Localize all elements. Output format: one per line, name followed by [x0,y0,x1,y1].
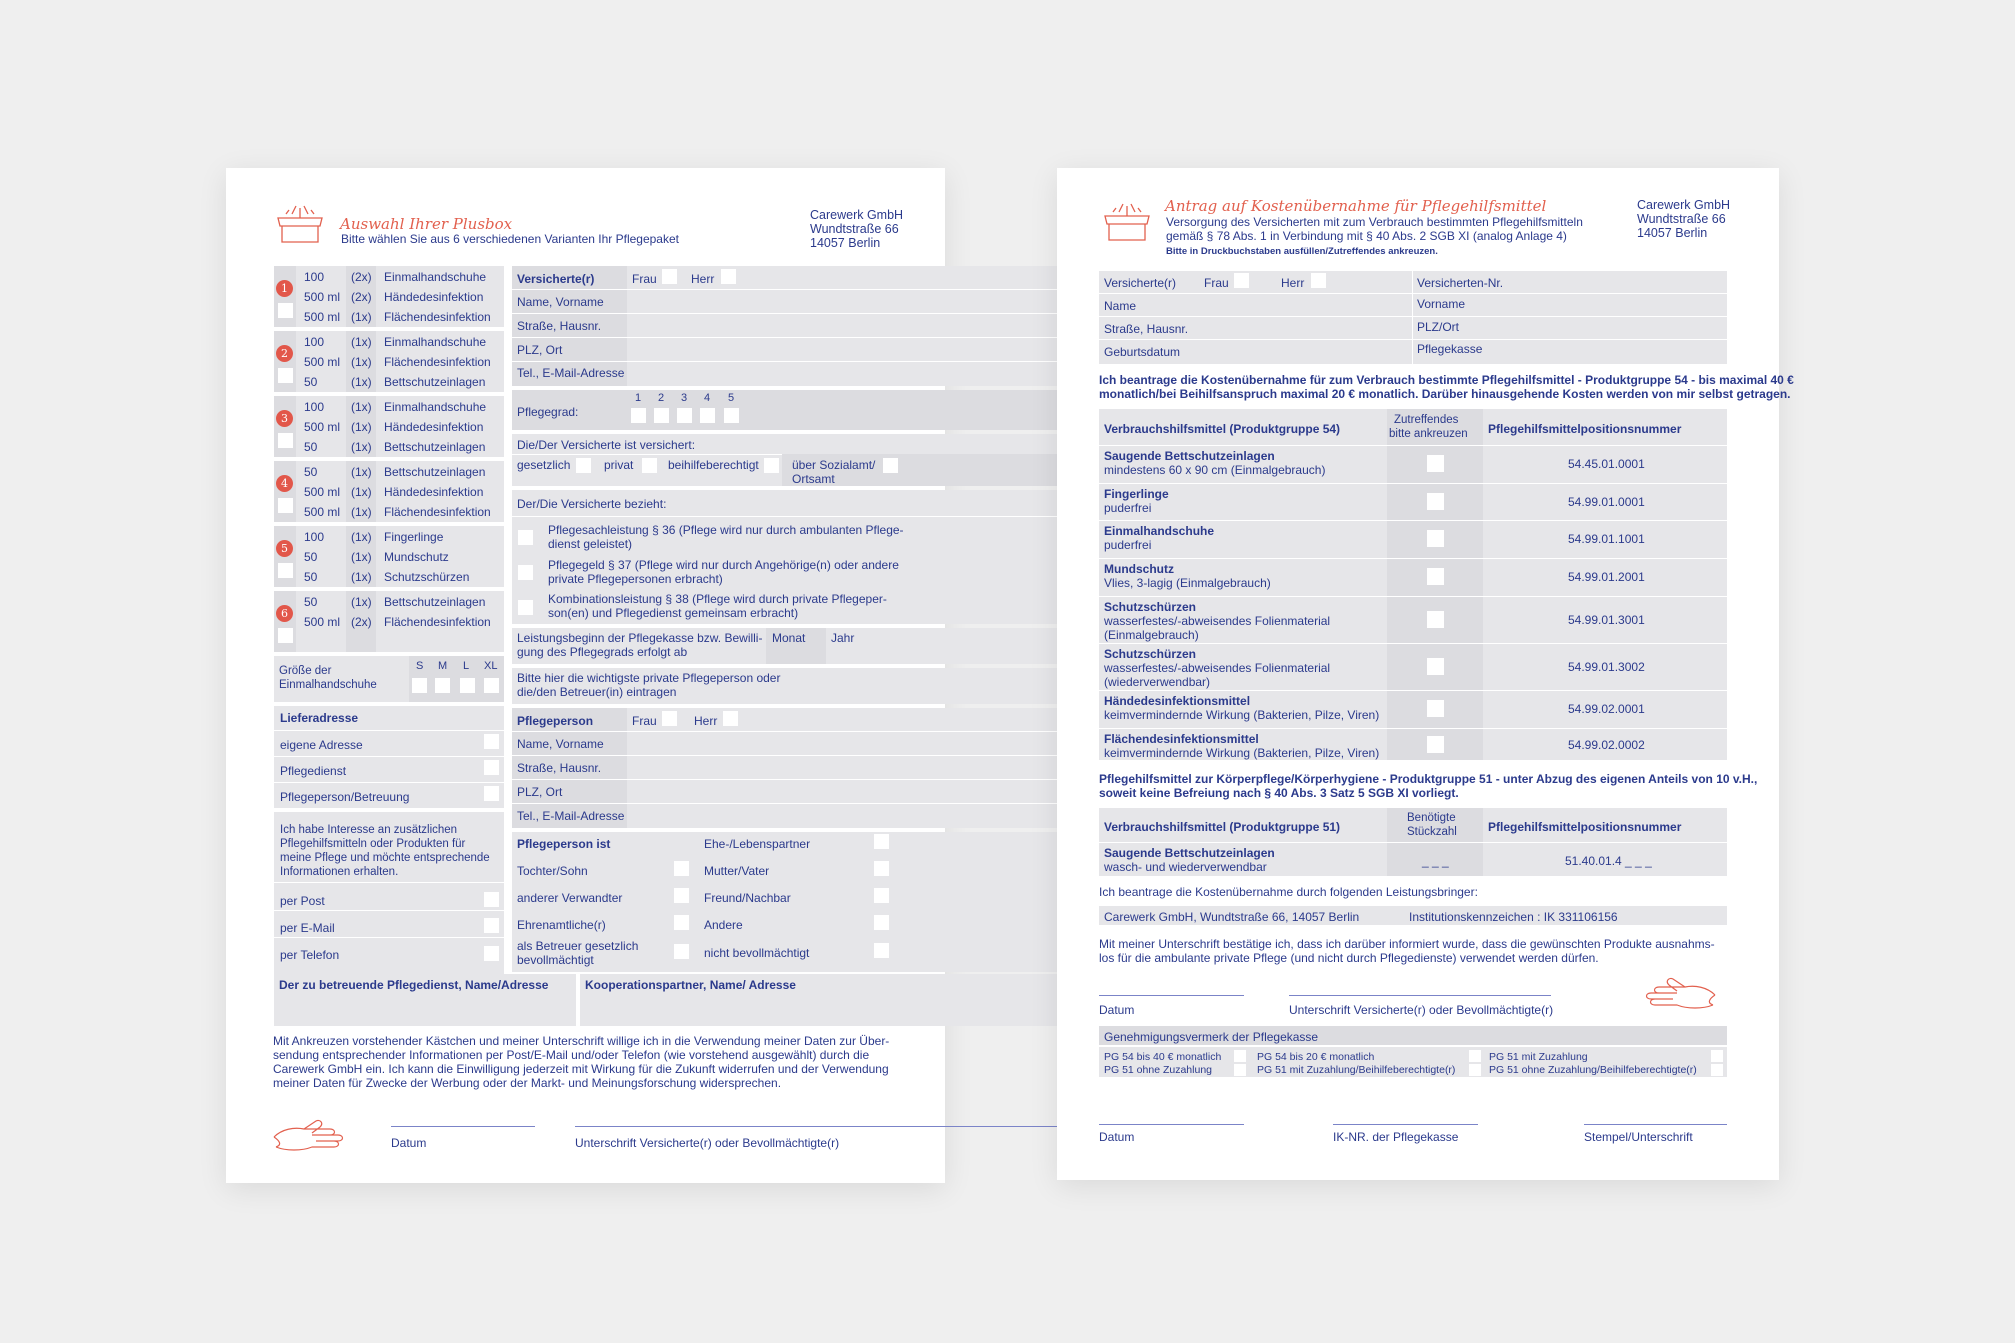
option-count: (1x) [351,310,372,324]
relation-parent-checkbox[interactable] [874,861,889,876]
option-quantity: 500 ml [304,290,341,304]
option-number-badge: 6 [276,605,293,622]
interest-text-4: Informationen erhalten. [280,866,399,878]
option-count: (1x) [351,550,372,564]
size-xl-label: XL [484,660,498,672]
option-number-badge: 1 [276,280,293,297]
approval-pg51-no-copay: PG 51 ohne Zuzahlung [1104,1064,1212,1076]
option-product: Flächendesinfektion [384,310,491,324]
right-date-line [1099,995,1244,996]
table51-header-qty: Benötigte [1407,812,1456,824]
table54-row-desc: puderfrei [1104,538,1152,552]
contact-post: per Post [280,894,325,908]
table54-row-desc: puderfrei [1104,501,1152,515]
option-quantity: 50 [304,570,318,584]
relation-guardian-checkbox[interactable] [674,944,689,959]
provider-intro: Ich beantrage die Kostenübernahme durch folgenden Leistungsbringer: [1099,885,1478,899]
company-name: Carewerk GmbH [1637,198,1731,212]
insurance-subsidy-checkbox[interactable] [764,458,779,473]
request-54-text-1: Ich beantrage die Kostenübernahme für zum Verbrauch bestimmte Pflegehilfsmittel - Produktgruppe 54 - bis maximal 40 € [1099,373,1794,387]
fund-ik-label: IK-NR. der Pflegekasse [1333,1130,1459,1144]
benefit-38-text: Kombinationsleistung § 38 (Pflege wird durch private Pflegeper- [548,592,887,606]
request-54-text-2: monatlich/bei Beihilfsanspruch maximal 20 € monatlich. Darüber hinausgehende Kosten werden von mir selbst getragen. [1099,387,1791,401]
table54-row-checkbox[interactable] [1427,736,1444,753]
request-subtitle-2: gemäß § 78 Abs. 1 in Verbindung mit § 40 Abs. 2 SGB XI (analog Anlage 4) [1166,229,1567,243]
table54-row-name: Saugende Bettschutzeinlagen [1104,449,1275,463]
contact-phone: per Telefon [280,948,340,962]
request-subtitle-1: Versorgung des Versicherten mit zum Verbrauch bestimmten Pflegehilfsmitteln [1166,215,1583,229]
table54-row-desc: Vlies, 3-lagig (Einmalgebrauch) [1104,576,1271,590]
option-quantity: 100 [304,530,325,544]
delivery-own-checkbox[interactable] [484,734,499,749]
size-l-label: L [463,660,470,672]
relation-other: Andere [704,918,743,932]
table51-header-item: Verbrauchshilfsmittel (Produktgruppe 51) [1104,820,1341,834]
option-count: (1x) [351,335,372,349]
relation-friend: Freund/Nachbar [704,891,791,905]
table54-row-checkbox[interactable] [1427,455,1444,472]
approval-pg51-copay-subsidy-checkbox[interactable] [1469,1064,1481,1076]
insured-frau-checkbox[interactable] [1234,273,1249,288]
benefit-38-text-2: son(en) und Pflegedienst gemeinsam erbracht) [548,606,799,620]
option-quantity: 50 [304,375,318,389]
benefit-38-checkbox[interactable] [518,600,533,615]
option-6-checkbox[interactable] [278,628,293,643]
table54-header-code: Pflegehilfsmittelpositionsnummer [1488,422,1682,436]
option-count: (1x) [351,420,372,434]
size-s-label: S [416,660,424,672]
benefit-37-checkbox[interactable] [518,565,533,580]
provider-name: Carewerk GmbH, Wundtstraße 66, 14057 Berlin [1104,910,1360,924]
size-xl-checkbox[interactable] [484,678,499,693]
insured-label: Versicherte(r) [1104,276,1177,290]
relation-other-checkbox[interactable] [874,915,889,930]
caregiver-contact-label: Tel., E-Mail-Adresse [517,809,625,823]
table51-header-code: Pflegehilfsmittelpositionsnummer [1488,820,1682,834]
approval-pg51-no-copay-subsidy-checkbox[interactable] [1711,1064,1723,1076]
insured-name-label: Name, Vorname [517,295,604,309]
option-product: Flächendesinfektion [384,355,491,369]
benefit-start-label-2: gung des Pflegegrads erfolgt ab [517,645,688,659]
caregiver-hint-1: Bitte hier die wichtigste private Pflegeperson oder [517,671,781,685]
option-product: Bettschutzeinlagen [384,465,486,479]
option-count: (1x) [351,400,372,414]
delivery-title: Lieferadresse [280,711,359,725]
insurance-fund-label: Pflegekasse [1417,342,1483,356]
benefit-year-label: Jahr [831,631,855,645]
option-count: (1x) [351,505,372,519]
care-service-label: Der zu betreuende Pflegedienst, Name/Adresse [279,978,549,992]
table54-row-name: Schutzschürzen [1104,647,1197,661]
benefit-37-text-2: private Pflegepersonen erbracht) [548,572,723,586]
delivery-care-service: Pflegedienst [280,764,347,778]
approval-pg54-20: PG 54 bis 20 € monatlich [1257,1051,1375,1063]
insurance-private-checkbox[interactable] [642,458,657,473]
social-office-label-2: Ortsamt [792,472,835,486]
option-quantity: 500 ml [304,615,341,629]
table54-row-checkbox[interactable] [1427,700,1444,717]
benefit-37-text: Pflegegeld § 37 (Pflege wird nur durch Angehörige(n) oder andere [548,558,899,572]
consent-text-2: sendung entsprechender Informationen per Post/E-Mail und/oder Telefon (wie vorstehend ausgewählt) durch die [273,1048,870,1062]
table51-header-qty-2: Stückzahl [1407,826,1457,838]
insured-contact-label: Tel., E-Mail-Adresse [517,366,625,380]
insured-herr-checkbox[interactable] [721,269,736,284]
option-quantity: 50 [304,550,318,564]
fund-stamp-line [1584,1124,1727,1125]
delivery-own-address: eigene Adresse [280,738,363,752]
caregiver-frau-label: Frau [632,714,657,728]
social-office-checkbox[interactable] [883,458,898,473]
company-address [810,208,903,250]
approval-pg51-no-copay-checkbox[interactable] [1234,1064,1246,1076]
option-product: Fingerlinge [384,530,444,544]
table54-row-name: Flächendesinfektionsmittel [1104,732,1259,746]
insured-name-label: Name [1104,299,1137,313]
caregiver-city-label: PLZ, Ort [517,785,563,799]
option-quantity: 50 [304,440,318,454]
fund-date-label: Datum [1099,1130,1135,1144]
option-5-checkbox[interactable] [278,563,293,578]
table54-row-code: 54.99.01.1001 [1568,532,1645,546]
table54-header-check: Zutreffendes [1394,414,1459,426]
confirm-text-2: los für die ambulante private Pflege (und nicht durch Pflegedienste) verwendet werden dürfen. [1099,951,1599,965]
glove-size-label-2: Einmalhandschuhe [279,679,377,691]
left-date-label: Datum [391,1136,427,1150]
form-title: Auswahl Ihrer Plusbox [340,215,513,233]
right-signature-label: Unterschrift Versicherte(r) oder Bevollmächtigte(r) [1289,1003,1554,1017]
insurance-subsidy: beihilfeberechtigt [668,458,759,472]
approval-pg51-copay: PG 51 mit Zuzahlung [1489,1051,1588,1063]
table54-row-code: 54.45.01.0001 [1568,457,1645,471]
company-city: 14057 Berlin [810,236,881,250]
relation-unauthorized-checkbox[interactable] [874,943,889,958]
table51-row-qty[interactable]: _ _ _ [1422,854,1449,868]
table54-row-checkbox[interactable] [1427,658,1444,675]
table54-row-desc: wasserfestes/-abweisendes Folienmaterial [1104,661,1331,675]
relation-title: Pflegeperson ist [517,837,611,851]
table54-row-code: 54.99.01.3002 [1568,660,1645,674]
contact-post-checkbox[interactable] [484,892,499,907]
care-level-1-label: 1 [635,392,642,404]
benefits-title: Der/Die Versicherte bezieht: [517,497,667,511]
care-level-label: Pflegegrad: [517,405,579,419]
approval-pg54-40-checkbox[interactable] [1234,1050,1246,1062]
size-m-label: M [438,660,448,672]
benefit-36-checkbox[interactable] [518,530,533,545]
contact-email: per E-Mail [280,921,335,935]
option-4-checkbox[interactable] [278,498,293,513]
option-count: (1x) [351,595,372,609]
insured-label: Versicherte(r) [517,272,595,286]
option-count: (2x) [351,270,372,284]
table54-row-desc: keimvermindernde Wirkung (Bakterien, Pilze, Viren) [1104,746,1380,760]
table54-row-checkbox[interactable] [1427,611,1444,628]
option-count: (1x) [351,375,372,389]
care-level-2-checkbox[interactable] [654,408,669,423]
insured-postal-label: PLZ/Ort [1417,320,1460,334]
care-level-3-label: 3 [681,392,688,404]
insurance-statutory: gesetzlich [517,458,571,472]
insured-firstname-label: Vorname [1417,297,1466,311]
care-level-3-checkbox[interactable] [677,408,692,423]
table54-header-check-2: bitte ankreuzen [1389,428,1468,440]
option-product: Bettschutzeinlagen [384,375,486,389]
delivery-caregiver: Pflegeperson/Betreuung [280,790,410,804]
request-51-text-1: Pflegehilfsmittel zur Körperpflege/Körperhygiene - Produktgruppe 51 - unter Abzug des eigenen Anteils von 10 v.H., [1099,772,1758,786]
company-name: Carewerk GmbH [810,208,904,222]
size-m-checkbox[interactable] [435,678,450,693]
approval-pg51-no-copay-subsidy: PG 51 ohne Zuzahlung/Beihilfeberechtigte(r) [1489,1064,1697,1076]
table54-row-code: 54.99.02.0002 [1568,738,1645,752]
insured-street-label: Straße, Hausnr. [517,319,602,333]
glove-size-label: Größe der [279,665,332,677]
request-51-text-2: soweit keine Befreiung nach § 40 Abs. 3 Satz 5 SGB XI vorliegt. [1099,786,1459,800]
option-product: Einmalhandschuhe [384,400,487,414]
option-product: Flächendesinfektion [384,615,491,629]
option-count: (1x) [351,485,372,499]
insured-name-field[interactable] [627,290,1129,312]
table54-header-item: Verbrauchshilfsmittel (Produktgruppe 54) [1104,422,1341,436]
option-product: Händedesinfektion [384,485,484,499]
right-date-label: Datum [1099,1003,1135,1017]
approval-pg54-20-checkbox[interactable] [1469,1050,1481,1062]
table54-row-checkbox[interactable] [1427,493,1444,510]
left-signature-label: Unterschrift Versicherte(r) oder Bevollmächtigte(r) [575,1136,840,1150]
option-1-checkbox[interactable] [278,303,293,318]
benefit-month-label: Monat [772,631,806,645]
insured-birthdate-label: Geburtsdatum [1104,345,1181,359]
left-date-line [391,1126,535,1127]
social-office-label: über Sozialamt/ [792,458,876,472]
confirm-text-1: Mit meiner Unterschrift bestätige ich, dass ich darüber informiert wurde, dass die gewünschten Produkte ausnahms- [1099,937,1715,951]
option-product: Einmalhandschuhe [384,270,487,284]
approval-pg54-40: PG 54 bis 40 € monatlich [1104,1051,1222,1063]
option-quantity: 100 [304,270,325,284]
option-count: (1x) [351,530,372,544]
option-count: (2x) [351,290,372,304]
option-count: (1x) [351,440,372,454]
insured-herr-label: Herr [1281,276,1305,290]
option-quantity: 100 [304,400,325,414]
option-quantity: 50 [304,595,318,609]
option-quantity: 500 ml [304,310,341,324]
caregiver-hint-2: die/den Betreuer(in) eintragen [517,685,677,699]
relation-volunteer: Ehrenamtliche(r) [517,918,606,932]
insured-herr-checkbox[interactable] [1311,273,1326,288]
option-3-checkbox[interactable] [278,433,293,448]
table51-row-desc: wasch- und wiederverwendbar [1104,860,1267,874]
insured-street-label: Straße, Hausnr. [1104,322,1189,336]
table54-row-desc: (wiederverwendbar) [1104,675,1211,689]
approval-pg51-copay-checkbox[interactable] [1711,1050,1723,1062]
option-quantity: 500 ml [304,485,341,499]
partner-label: Kooperationspartner, Name/ Adresse [585,978,796,992]
relation-child-checkbox[interactable] [674,861,689,876]
benefit-36-text-2: dienst geleistet) [548,537,633,551]
cost-coverage-form-page [1057,168,1794,1180]
relation-friend-checkbox[interactable] [874,888,889,903]
company-city: 14057 Berlin [1637,226,1708,240]
consent-text-3: Carewerk GmbH ein. Ich kann die Einwilligung jederzeit mit Wirkung für die Zukunft widerrufen und der Verwendung [273,1062,889,1076]
care-level-row [512,390,1129,430]
table54-row-code: 54.99.01.2001 [1568,570,1645,584]
interest-text-3: meine Pflege und möchte entsprechende [280,852,490,864]
form-subtitle: Bitte wählen Sie aus 6 verschiedenen Varianten Ihr Pflegepaket [341,232,679,246]
gift-box-logo-icon [1099,198,1155,242]
option-product: Händedesinfektion [384,420,484,434]
table54-row-code: 54.99.01.3001 [1568,613,1645,627]
insured-frau-label: Frau [1204,276,1229,290]
option-product: Bettschutzeinlagen [384,440,486,454]
insurance-statutory-checkbox[interactable] [576,458,591,473]
company-street: Wundtstraße 66 [810,222,899,236]
option-count: (1x) [351,570,372,584]
size-l-checkbox[interactable] [460,678,475,693]
table54-row-checkbox[interactable] [1427,530,1444,547]
insured-data-block [1099,271,1727,364]
caregiver-label: Pflegeperson [517,714,594,728]
table54-row-name: Mundschutz [1104,562,1174,576]
table54-row-name: Einmalhandschuhe [1104,524,1215,538]
interest-text-2: Pflegehilfsmitteln oder Produkten für [280,838,466,850]
option-product: Flächendesinfektion [384,505,491,519]
care-level-4-label: 4 [704,392,711,404]
relation-unauthorized: nicht bevollmächtigt [704,946,810,960]
option-quantity: 500 ml [304,505,341,519]
option-number-badge: 2 [276,345,293,362]
benefit-36-text: Pflegesachleistung § 36 (Pflege wird nur durch ambulanten Pflege- [548,523,904,537]
table54-row-desc: wasserfestes/-abweisendes Folienmaterial [1104,614,1331,628]
option-quantity: 500 ml [304,420,341,434]
benefit-start-label: Leistungsbeginn der Pflegekasse bzw. Bewilli- [517,631,763,645]
table54-row-desc: mindestens 60 x 90 cm (Einmalgebrauch) [1104,463,1326,477]
insured-frau-label: Frau [632,272,657,286]
table54-row-code: 54.99.02.0001 [1568,702,1645,716]
contact-phone-checkbox[interactable] [484,946,499,961]
caregiver-street-label: Straße, Hausnr. [517,761,602,775]
insured-frau-checkbox[interactable] [662,269,677,284]
care-level-5-label: 5 [728,392,735,404]
fill-hint: Bitte in Druckbuchstaben ausfüllen/Zutreffendes ankreuzen. [1166,246,1438,257]
approval-pg51-copay-subsidy: PG 51 mit Zuzahlung/Beihilfeberechtigte(r) [1257,1064,1456,1076]
left-signature-line [575,1126,1129,1127]
relation-parent: Mutter/Vater [704,864,770,878]
relation-guardian-2: bevollmächtigt [517,953,594,967]
fund-stamp-label: Stempel/Unterschrift [1584,1130,1693,1144]
relation-volunteer-checkbox[interactable] [674,915,689,930]
option-product: Einmalhandschuhe [384,335,487,349]
approval-title: Genehmigungsvermerk der Pflegekasse [1104,1030,1319,1044]
request-title: Antrag auf Kostenübernahme für Pflegehilfsmittel [1165,197,1547,215]
care-level-1-checkbox[interactable] [631,408,646,423]
option-number-badge: 5 [276,540,293,557]
relation-partner-checkbox[interactable] [874,834,889,849]
option-quantity: 50 [304,465,318,479]
relation-child: Tochter/Sohn [517,864,588,878]
right-signature-line [1289,995,1551,996]
insured-city-label: PLZ, Ort [517,343,563,357]
insurance-number-label: Versicherten-Nr. [1417,276,1504,290]
caregiver-herr-label: Herr [694,714,718,728]
table54-row-code: 54.99.01.0001 [1568,495,1645,509]
insurance-private: privat [604,458,634,472]
option-2-checkbox[interactable] [278,368,293,383]
consent-text-4: meiner Daten für Zwecke der Werbung oder der Markt- und Meinungsforschung widersprechen. [273,1076,782,1090]
option-count: (1x) [351,465,372,479]
table54-row-name: Fingerlinge [1104,487,1169,501]
option-product: Schutzschürzen [384,570,470,584]
caregiver-name-label: Name, Vorname [517,737,604,751]
hand-signature-icon [272,1115,352,1155]
table51-row-name: Saugende Bettschutzeinlagen [1104,846,1275,860]
option-product: Mundschutz [384,550,449,564]
plusbox-form-page [226,168,945,1183]
option-product: Bettschutzeinlagen [384,595,486,609]
table54-row-name: Schutzschürzen [1104,600,1197,614]
caregiver-herr-checkbox[interactable] [723,711,738,726]
hand-signature-icon [1637,973,1717,1013]
option-number-badge: 4 [276,475,293,492]
insured-herr-label: Herr [691,272,715,286]
table54-row-checkbox[interactable] [1427,568,1444,585]
provider-ik: Institutionskennzeichen : IK 331106156 [1409,910,1618,924]
option-product: Händedesinfektion [384,290,484,304]
care-level-4-checkbox[interactable] [700,408,715,423]
fund-date-line [1099,1124,1244,1125]
caregiver-frau-checkbox[interactable] [662,711,677,726]
company-street: Wundtstraße 66 [1637,212,1726,226]
option-quantity: 500 ml [304,355,341,369]
table54-row-desc: keimvermindernde Wirkung (Bakterien, Pilze, Viren) [1104,708,1380,722]
delivery-caregiver-checkbox[interactable] [484,786,499,801]
option-quantity: 100 [304,335,325,349]
relation-partner: Ehe-/Lebenspartner [704,837,811,851]
relation-guardian: als Betreuer gesetzlich [517,939,639,953]
care-level-5-checkbox[interactable] [724,408,739,423]
delivery-service-checkbox[interactable] [484,760,499,775]
option-count: (1x) [351,355,372,369]
size-s-checkbox[interactable] [412,678,427,693]
table54-row-name: Händedesinfektionsmittel [1104,694,1251,708]
fund-ik-line [1333,1124,1478,1125]
gift-box-logo-icon [272,200,328,244]
consent-text-1: Mit Ankreuzen vorstehender Kästchen und meiner Unterschrift willige ich in die Verwendung meiner Daten zur Über- [273,1034,890,1048]
company-address [1637,198,1730,240]
option-count: (2x) [351,615,372,629]
insurance-type-title: Die/Der Versicherte ist versichert: [517,438,696,452]
table54-row-desc: (Einmalgebrauch) [1104,628,1199,642]
contact-email-checkbox[interactable] [484,918,499,933]
relation-relative: anderer Verwandter [517,891,623,905]
interest-text-1: Ich habe Interesse an zusätzlichen [280,824,458,836]
relation-relative-checkbox[interactable] [674,888,689,903]
care-level-2-label: 2 [658,392,665,404]
option-number-badge: 3 [276,410,293,427]
table51-row-code: 51.40.01.4 _ _ _ [1565,854,1652,868]
